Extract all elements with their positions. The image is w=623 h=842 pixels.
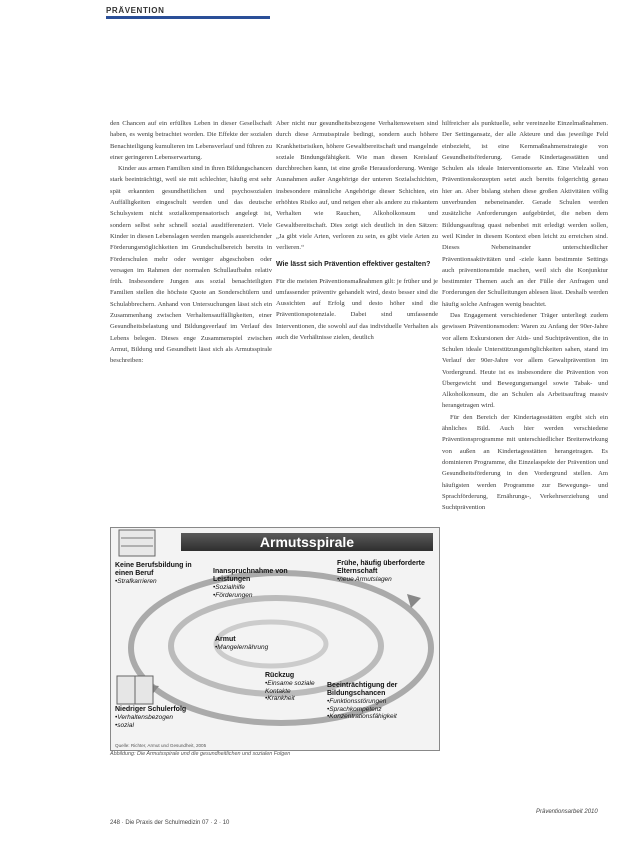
paragraph: Für den Bereich der Kindertagesstätten ergibt sich ein ähnliches Bild. Auch hier werden verschiedene Präventionsprogramme mit unterschiedlicher Breitenwirkung von außen an Kindertagesstätten herangetragen. Es dominieren Programme, die Einzelaspekte der Prävention und Gesundheitsförderung in den Vordergrund stellen. Am häufigsten werden Programme zur Bewegungs- und Sprachförderung, Ernährungs-, Verkehrserziehung und Suchtprävention [442, 413, 608, 512]
section-rule [106, 16, 270, 19]
section-label: PRÄVENTION [106, 6, 165, 15]
footer-note: Präventionsarbeit 2010 [536, 809, 598, 815]
box-bullet: •sozial [115, 721, 134, 729]
box-bullet: •neue Armutslagen [337, 576, 392, 583]
poverty-spiral-figure [110, 527, 440, 751]
box-education-impairment [327, 682, 435, 721]
box-bullet: •Verhaltensbezogen [115, 714, 174, 721]
section-header [106, 6, 270, 19]
box-bullet: •Sozialhilfe [213, 584, 245, 591]
text-column-1 [110, 118, 272, 367]
paragraph: hilfreicher als punktuelle, sehr vereinzelte Einzelmaßnahmen. Der Settingansatz, der alle Akteure und das jeweilige Feld einbezieht, ist eine Kernmaßnahmenstrategie von Gesundheitsförderung. Gerade Kindertagesstätten und Schulen als ideale Interventionsorte an. Eine Vielzahl von Präventionskonzepten setzt auch bereits folgerichtig genau hier an. Aber bislang stehen diese großen Aktivitäten völlig unverbunden nebeneinander. Gerade Schulen werden zusätzliche Anforderungen aufgebürdet, die neben dem Bildungsauftrag quasi nebenbei mit erledigt werden sollen, weil Kinder in diesem Kontext eben leicht zu erreichen sind. Dieses Nebeneinander unterschiedlicher Präventionsaktivitäten und -ziele kann bestimmte Settings auch präventionsmüde machen, weil sich die Konjunktur bestimmter Themen auch an der Fülle der Anfragen und Forderungen der Schulleitungen ablesen lässt. Deshalb werden häufig solche Anfragen wenig beachtet. [442, 120, 608, 308]
box-title: Inanspruchnahme von Leistungen [213, 568, 288, 583]
box-bullet: •Konzentrationsfähigkeit [327, 713, 397, 720]
box-bullet: •Funktionsstörungen [327, 698, 387, 705]
box-bullet: •Krankheit [265, 695, 295, 702]
box-title: Frühe, häufig überforderte Elternschaft [337, 560, 425, 575]
box-low-school-success [115, 706, 211, 729]
box-title: Niedriger Schulerfolg [115, 706, 187, 713]
box-bullet: •Mangelernährung [215, 644, 269, 651]
box-bullet: •Sprachkompetenz [327, 705, 382, 713]
section-heading: Wie lässt sich Prävention effektiver gestalten? [276, 260, 431, 268]
box-poverty [215, 636, 305, 652]
box-title: Rückzug [265, 672, 295, 679]
text-column-2 [276, 118, 438, 343]
box-title: Beeinträchtigung der Bildungschancen [327, 682, 398, 697]
figure-caption: Abbildung: Die Armutsspirale und die gesundheitlichen und sozialen Folgen [110, 751, 291, 757]
figure-credit: Quelle: Richter, Armut und Gesundheit, 2005 [115, 743, 207, 748]
paragraph: Für die meisten Präventionsmaßnahmen gilt: je früher und je umfassender präventiv gehandelt wird, desto besser sind die Aussichten auf Erfolg und desto höher sind die Präventionspotenziale. Dabei sind umfassende Interventionen, die sowohl auf das individuelle Verhalten als auch die Verhältnisse zielen, deutlich [276, 277, 438, 342]
box-bullet: •Einsame soziale Kontakte [265, 680, 315, 695]
paragraph: Kinder aus armen Familien sind in ihren Bildungschancen stark beeinträchtigt, weil sie mit schlechter, häufig erst sehr spät erkannten gesundheitlichen und psychosozialen Auffälligkeiten eingeschult werden und das deutsche Schulsystem nicht sozialkompensatorisch angelegt ist, sondern selbst sehr schnell sozial ausdifferenziert. Viele Kinder in diesen Lebenslagen werden mangels ausreichender Förderungsmöglichkeiten im Grundschulbereich bereits in Förderschulen mehr oder weniger abgeschoben oder versagen im Rahmen der normalen Schullaufbahn relativ früh. Insbesondere Jungen aus sozial benachteiligten Familien stellen die höchste Quote an Sonderschülern und Schulabbrechern. Anhand von Untersuchungen lässt sich ein Zusammenhang zwischen Verhaltensauffälligkeiten, einer Gesundheitsbelastung und Bildungsverlauf im Verlauf des Lebens belegen. Dieses enge Zusammenspiel zwischen Armut, Bildung und Gesundheit lässt sich als Armutsspirale beschreiben: [110, 165, 272, 365]
box-bullet: •Förderungen [213, 591, 253, 599]
box-early-parenthood [337, 560, 435, 584]
paragraph: den Chancen auf ein erfülltes Leben in dieser Gesellschaft haben, es wenig betrachtet worden. Die Effekte der sozialen Benachteiligung kumulieren im Lebensverlauf und führen zu einer geringeren Lebenserwartung. [110, 120, 272, 161]
box-withdrawal [265, 672, 335, 703]
cap-icon [119, 530, 155, 556]
figure-title: Armutsspirale [181, 533, 433, 551]
page-footer: 248 · Die Praxis der Schulmedizin 07 · 2 · 10 [110, 820, 230, 826]
text-column-3 [442, 118, 608, 513]
box-no-job-training [115, 562, 195, 586]
paragraph: Das Engagement verschiedener Träger unterliegt zudem gewissen Präventionsmoden: Waren zu Anfang der 90er-Jahre vor allem Exkursionen der Aids- und Suchtprävention, die in Schulen ideale Unterstützungsmöglichkeiten sahen, stand im Verlauf der 90er-Jahre vor allem Gewaltprävention im Vordergrund. Heute ist es insbesondere die Prävention von Übergewicht und Bewegungsmangel sowie Tabak- und Alkoholkonsum, die an Schulen als Arbeitsauftrag massiv herangetragen wird. [442, 312, 608, 410]
box-benefits [213, 568, 305, 599]
box-title: Armut [215, 636, 236, 643]
box-bullet: •Strafkarrieren [115, 578, 157, 585]
box-title: Keine Berufsbildung in einen Beruf [115, 562, 192, 577]
paragraph: Aber nicht nur gesundheitsbezogene Verhaltensweisen sind durch diese Armutsspirale bedingt, sondern auch höhere Krankheitsrisiken, höhere Gewaltbereitschaft und mangelnde soziale Bindungsfähigkeit. Wie man diesen Kreislauf durchbrechen kann, ist eine große Herausforderung. Wenige Ausnahmen außer Angehörige der unteren Sozialschichten, insbesondere männliche Angehörige dieser Schichten, ein erhöhtes Risiko auf, und neigen eher als andere zu riskantem Verhalten wie Rauchen, Alkoholkonsum und Gewaltbereitschaft. Dies zeigt sich deutlich in den Sätzen: „Ja gibt viele Arten, verloren zu sein, es gibt viele Arten zu verlieren.“ [276, 120, 438, 252]
